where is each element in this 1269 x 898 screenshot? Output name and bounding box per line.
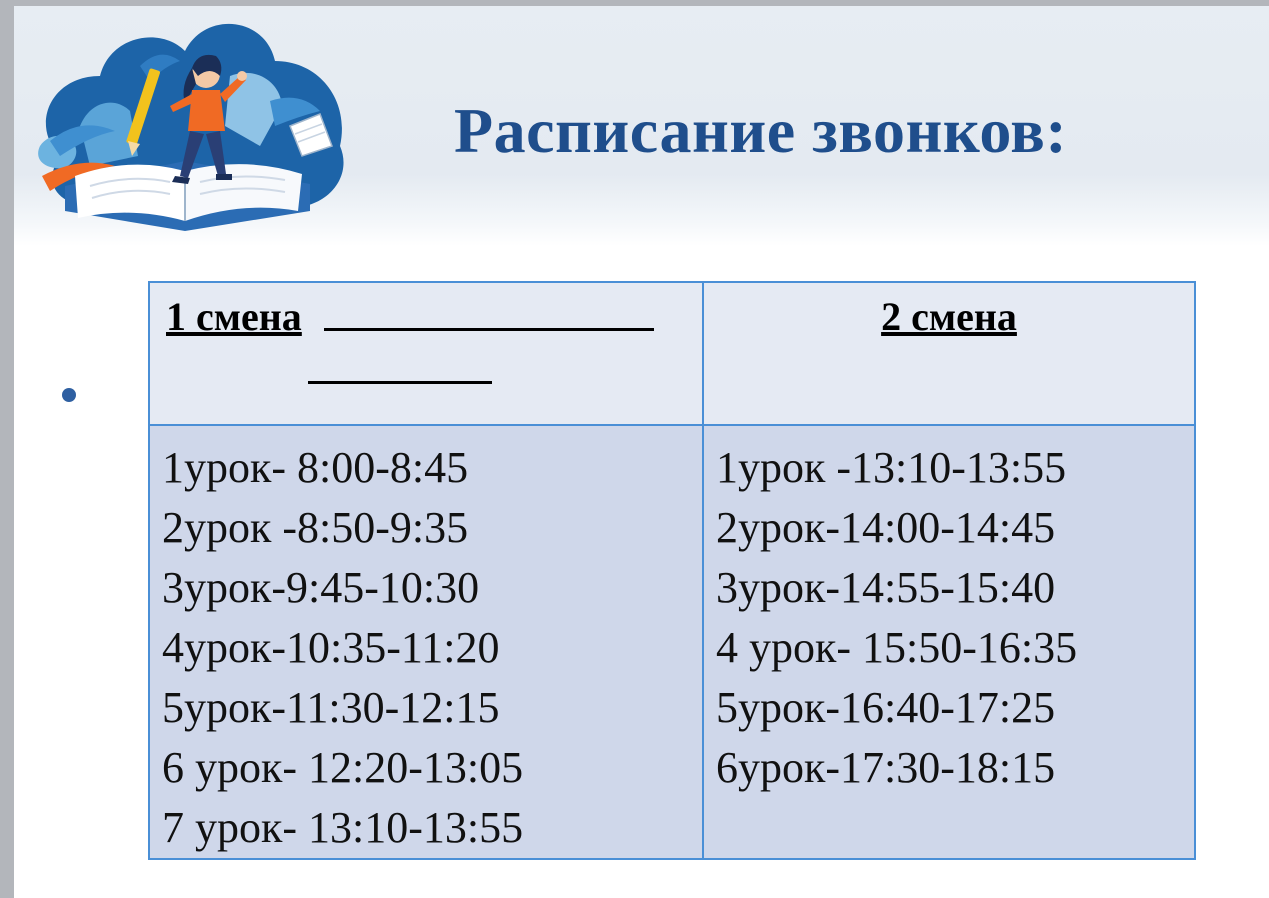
bullet-dot (62, 388, 76, 402)
shift-2-lesson-4: 4 урок- 15:50-16:35 (716, 623, 1078, 672)
shift-1-lesson-7: 7 урок- 13:10-13:55 (162, 803, 524, 852)
shift-1-lesson-1: 1урок- 8:00-8:45 (162, 443, 469, 492)
shift-1-lesson-2: 2урок -8:50-9:35 (162, 503, 469, 552)
shift-2-lesson-1: 1урок -13:10-13:55 (716, 443, 1067, 492)
header-shift-2-label: 2 смена (881, 294, 1017, 339)
header-shift-2 (703, 282, 1195, 425)
bell-schedule-table (148, 281, 1196, 860)
shift-1-lesson-4: 4урок-10:35-11:20 (162, 623, 500, 672)
shift-2-lesson-3: 3урок-14:55-15:40 (716, 563, 1056, 612)
slide (14, 6, 1269, 898)
shift-1-lesson-6: 6 урок- 12:20-13:05 (162, 743, 524, 792)
shift-2-lesson-6: 6урок-17:30-18:15 (716, 743, 1056, 792)
shift-1-cell (149, 425, 703, 859)
underline-blank-1 (324, 328, 654, 331)
shift-2-lesson-2: 2урок-14:00-14:45 (716, 503, 1056, 552)
table-header-row (149, 282, 1195, 425)
underline-blank-2 (308, 381, 492, 384)
shift-1-lesson-3: 3урок-9:45-10:30 (162, 563, 480, 612)
shift-2-lesson-5: 5урок-16:40-17:25 (716, 683, 1056, 732)
header-shift-1 (149, 282, 703, 425)
slide-title: Расписание звонков: (454, 95, 1068, 166)
table-body-row (149, 425, 1195, 859)
header-shift-1-label: 1 смена (166, 294, 302, 339)
shift-1-lesson-5: 5урок-11:30-12:15 (162, 683, 500, 732)
shift-2-cell (703, 425, 1195, 859)
girl-on-book-illustration (20, 6, 350, 256)
